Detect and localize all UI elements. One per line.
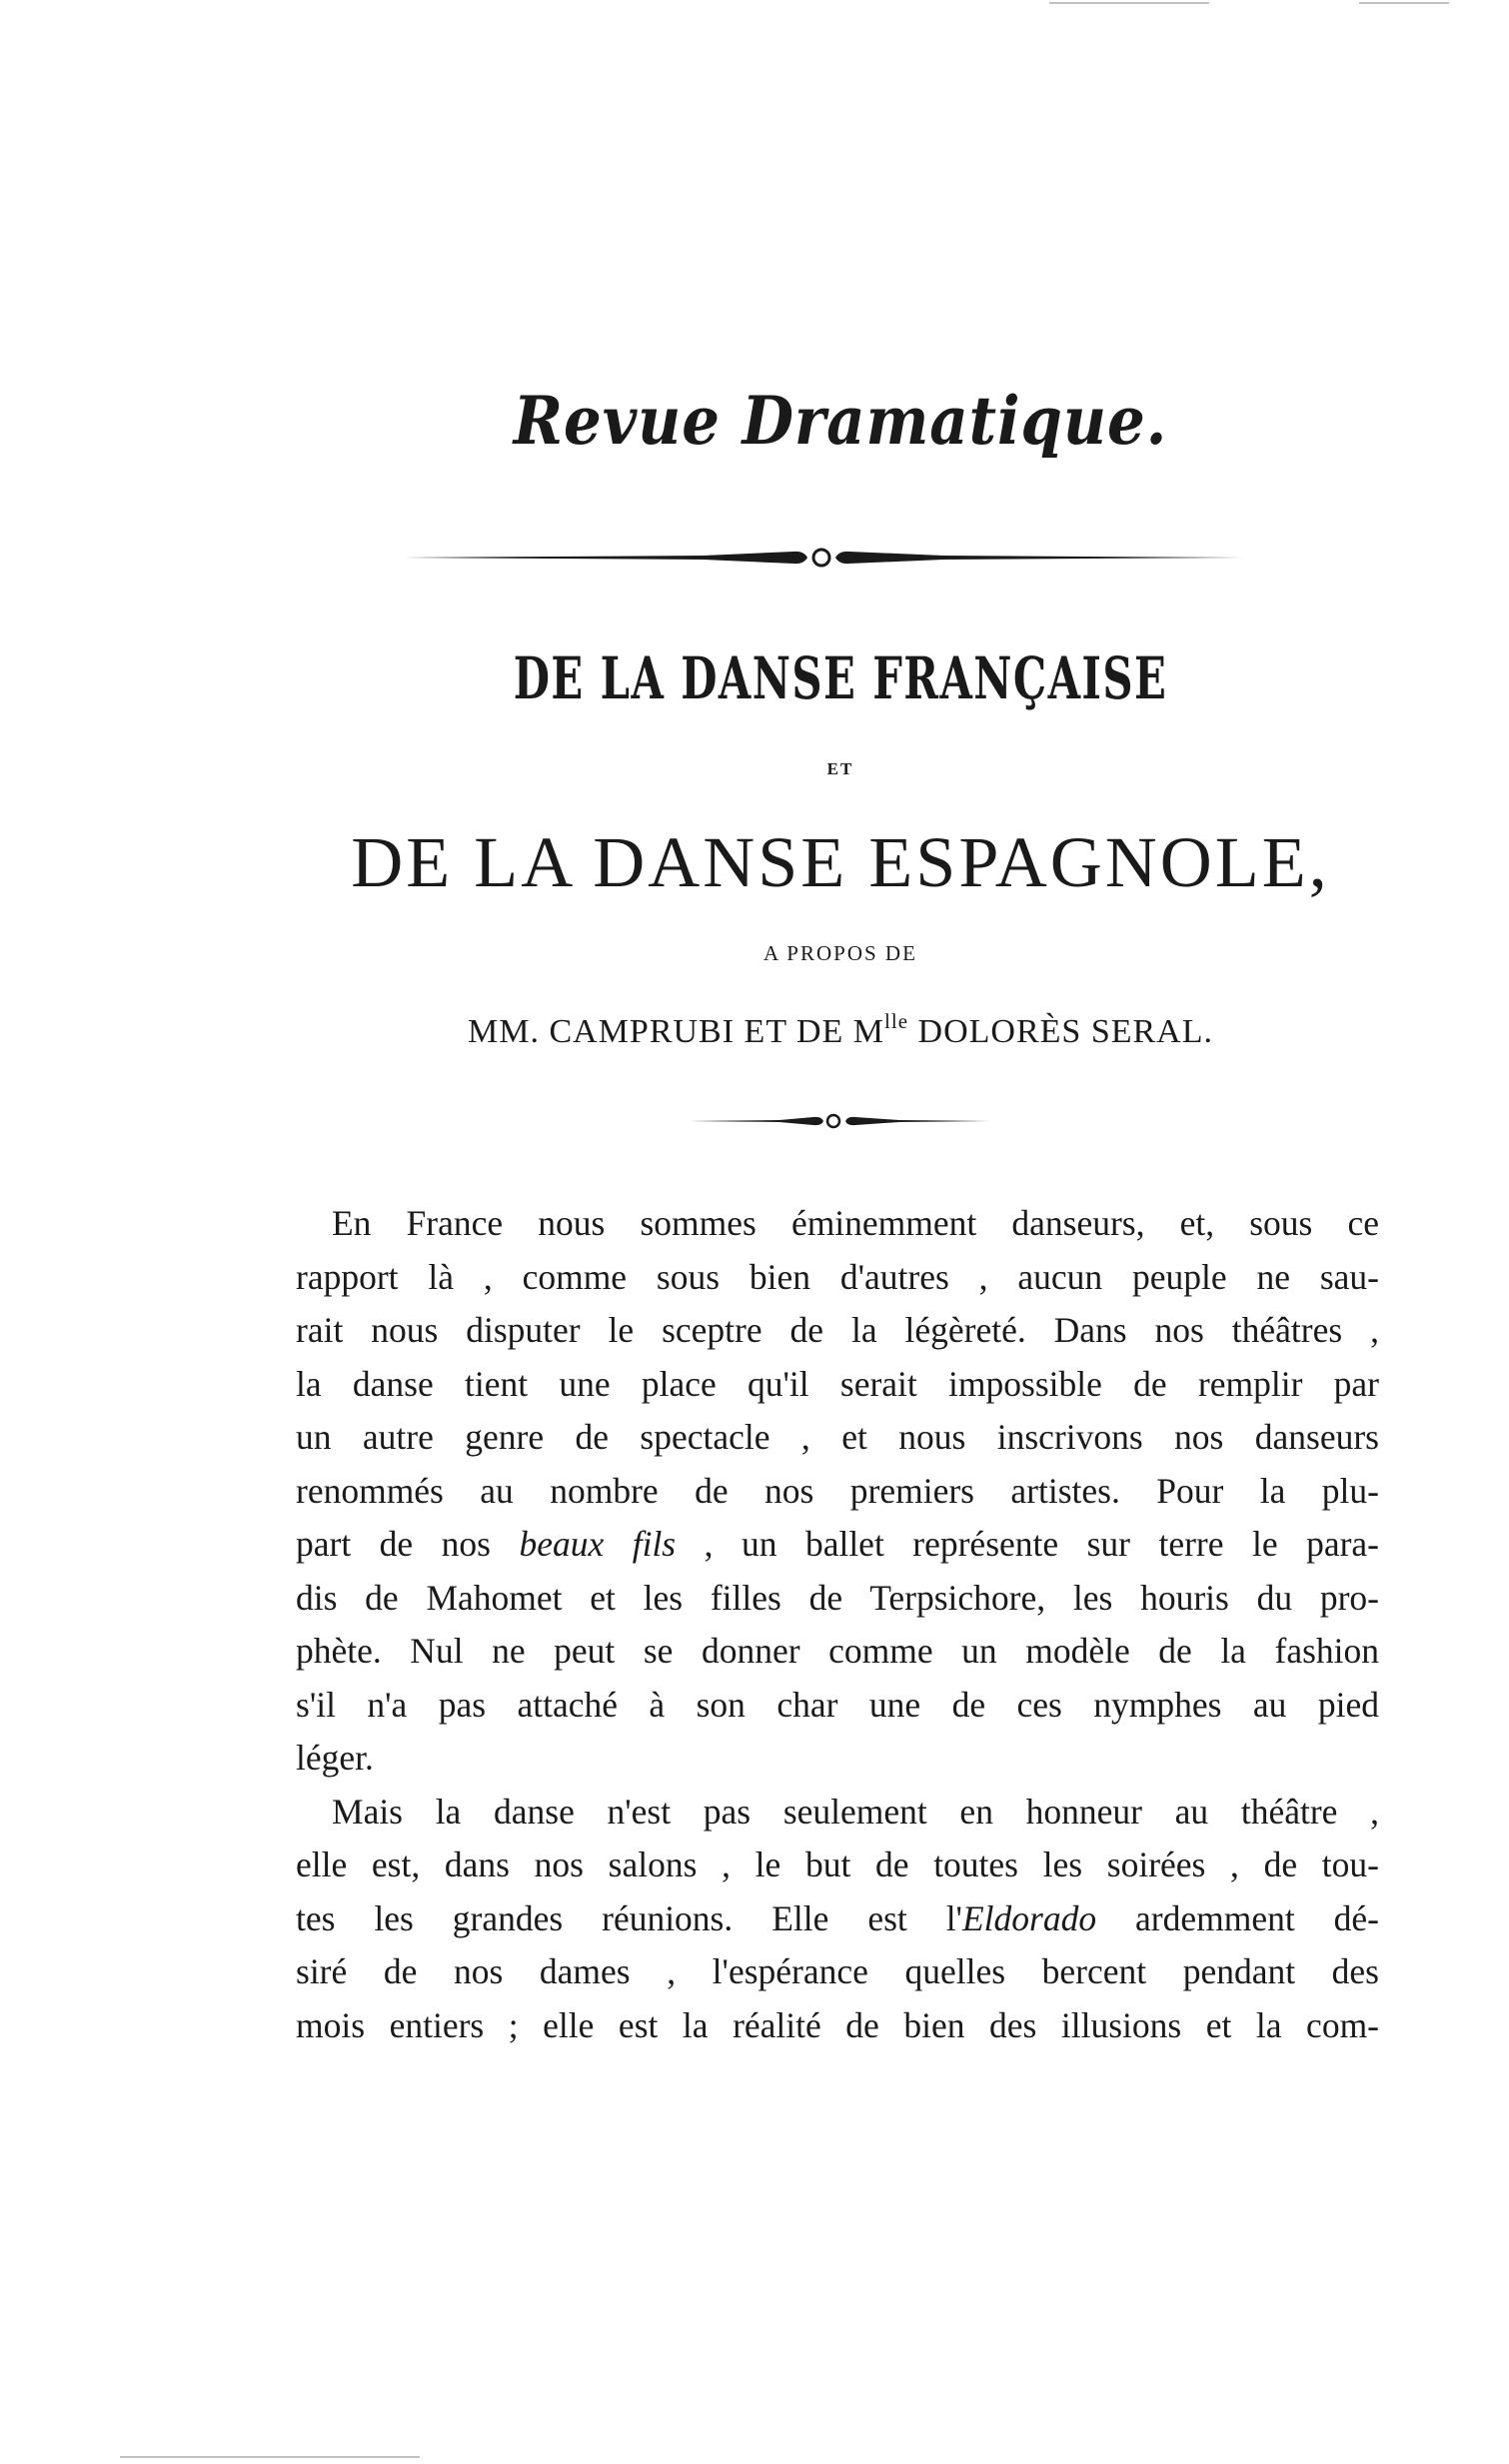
text-line: Mais la danse n'est pas seulement en honneur au théâtre , xyxy=(332,1791,1379,1832)
text-line: siré de nos dames , l'espérance quelles bercent pendant des xyxy=(296,1951,1379,1991)
ornament-rule-bottom xyxy=(690,1112,989,1130)
paragraph-1 xyxy=(296,1197,1379,1786)
text-line: léger. xyxy=(296,1738,374,1778)
article-title-line-2: DE LA DANSE ESPAGNOLE, xyxy=(351,822,1330,902)
text-line: En France nous sommes éminemment danseurs, et, sous ce xyxy=(332,1203,1379,1243)
text-line: renommés au nombre de nos premiers artistes. Pour la plu- xyxy=(296,1470,1379,1511)
text-line: rait nous disputer le sceptre de la légèreté. Dans nos théâtres , xyxy=(296,1310,1379,1350)
text-line xyxy=(296,1518,1379,1572)
byline-superscript: lle xyxy=(884,1009,909,1033)
scan-mark-top xyxy=(1049,2,1209,4)
italic-run: Eldorado xyxy=(961,1897,1097,1938)
article-connector: ET xyxy=(826,759,854,778)
text-run: , un ballet représente sur terre le para- xyxy=(676,1524,1379,1564)
scan-mark-bottom xyxy=(120,2456,420,2458)
text-run: ardemment dé- xyxy=(1096,1897,1380,1938)
text-line: mois entiers ; elle est la réalité de bien des illusions et la com- xyxy=(296,2004,1379,2045)
byline-part-1: MM. CAMPRUBI ET DE M xyxy=(467,1013,885,1050)
text-line: s'il n'a pas attaché à son char une de ces nymphes au pied xyxy=(296,1684,1379,1725)
text-line: elle est, dans nos salons , le but de toutes les soirées , de tou- xyxy=(296,1845,1379,1884)
text-line xyxy=(296,1892,1379,1946)
text-run: tes les grandes réunions. Elle est l' xyxy=(296,1897,962,1938)
article-title-line-1: DE LA DANSE FRANÇAISE xyxy=(513,644,1168,712)
byline-part-2: DOLORÈS SERAL. xyxy=(908,1013,1213,1050)
article-body xyxy=(296,1197,1379,2052)
text-line: dis de Mahomet et les filles de Terpsichore, les houris du pro- xyxy=(296,1577,1379,1618)
paragraph-2 xyxy=(296,1786,1379,2053)
text-line: rapport là , comme sous bien d'autres , aucun peuple ne sau- xyxy=(296,1256,1379,1297)
ornament-rule-top xyxy=(404,546,1243,570)
journal-title: Revue Dramatique. xyxy=(513,382,1168,460)
text-line: la danse tient une place qu'il serait impossible de remplir par xyxy=(296,1363,1379,1404)
article-byline xyxy=(0,1009,1509,1051)
text-run: part de nos xyxy=(296,1524,520,1564)
text-line: un autre genre de spectacle , et nous inscrivons nos danseurs xyxy=(296,1417,1379,1457)
article-propos: A PROPOS DE xyxy=(763,941,917,965)
italic-run: beaux fils xyxy=(519,1524,677,1564)
text-line: phète. Nul ne peut se donner comme un modèle de la fashion xyxy=(296,1631,1379,1671)
scan-mark-top-right xyxy=(1359,2,1449,4)
